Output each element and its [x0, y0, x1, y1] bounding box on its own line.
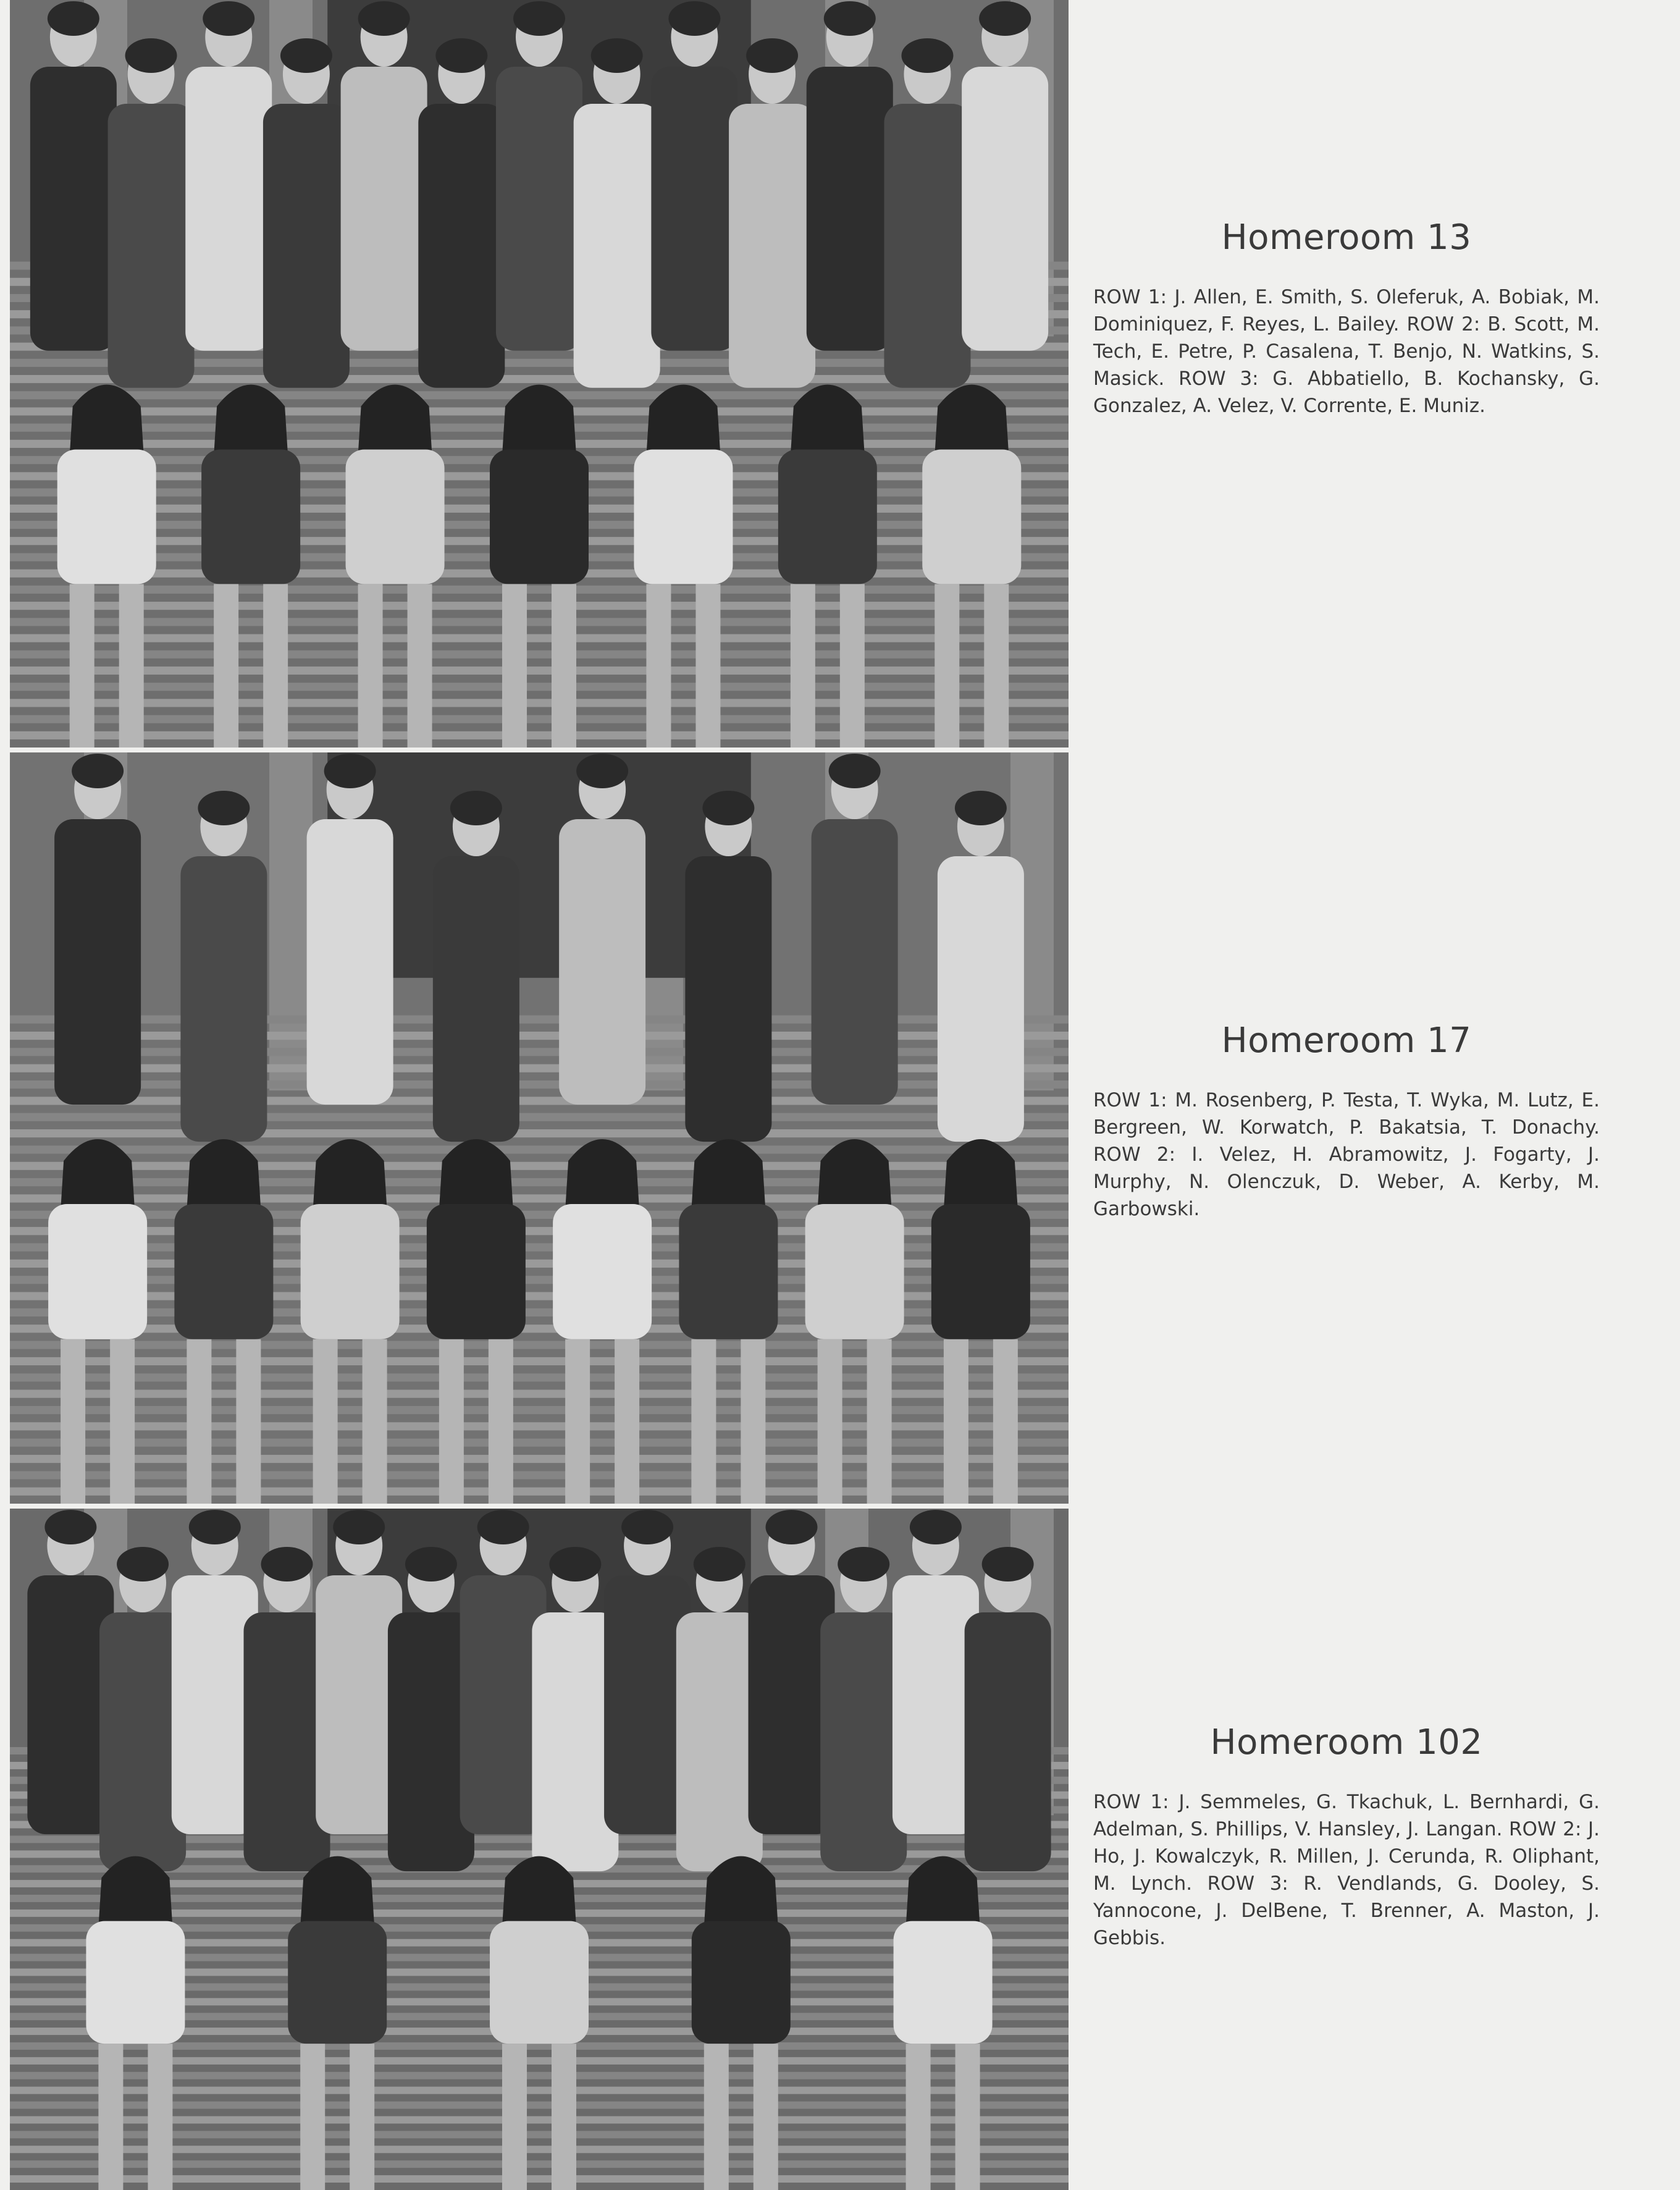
person-hair — [838, 1547, 889, 1581]
person-leg — [704, 2044, 729, 2190]
person-leg — [956, 2044, 980, 2190]
person-leg — [818, 1339, 842, 1504]
homeroom-17-section — [1093, 1021, 1600, 1223]
person-leg — [840, 584, 865, 748]
homeroom-caption: ROW 1: M. Rosenberg, P. Testa, T. Wyka, M. Lutz, E. Bergreen, W. Korwatch, P. Bakatsia, T. Donachy. ROW 2: I. Velez, H. Abramowitz, J. Fogarty, J. Murphy, N. Olenczuk, D. Weber, A. Kerby, M. Garbowski. — [1093, 1089, 1600, 1220]
person-leg — [187, 1339, 211, 1504]
person-hair — [44, 1510, 96, 1544]
stair-step — [10, 1373, 1069, 1381]
person-body — [341, 67, 427, 351]
person-leg — [363, 1339, 387, 1504]
homeroom-caption: ROW 1: J. Allen, E. Smith, S. Oleferuk, A. Bobiak, M. Dominiquez, F. Reyes, L. Bailey. ROW 2: B. Scott, M. Tech, E. Petre, P. Casalena, T. Benjo, N. Watkins, S. Masick. ROW 3: G. Abbatiello, B. Kochansky, G. Gonzalez, A. Velez, V. Corrente, E. Muniz. — [1093, 286, 1600, 417]
person-body — [30, 67, 117, 351]
person-leg — [119, 584, 144, 748]
homeroom-title: Homeroom 17 — [1221, 1021, 1472, 1061]
person-leg — [867, 1339, 892, 1504]
group-photo-2-canvas — [10, 752, 1069, 1504]
person-body — [57, 450, 156, 584]
person-leg — [502, 2044, 527, 2190]
stair-step — [10, 1048, 1069, 1056]
stair-step — [10, 1455, 1069, 1463]
homeroom-13-section — [1093, 217, 1600, 419]
person-body — [553, 1204, 652, 1339]
person-hair — [48, 1, 99, 36]
person-hair — [72, 754, 124, 788]
person-leg — [993, 1339, 1018, 1504]
stair-step — [10, 1471, 1069, 1479]
person-leg — [300, 2044, 325, 2190]
person-leg — [754, 2044, 778, 2190]
person-leg — [263, 584, 288, 748]
person-body — [54, 819, 141, 1105]
person-leg — [615, 1339, 639, 1504]
stair-step — [10, 618, 1069, 626]
person-leg — [944, 1339, 968, 1504]
person-leg — [934, 584, 959, 748]
stair-step — [10, 1276, 1069, 1284]
person-leg — [214, 584, 238, 748]
person-hair — [358, 1, 410, 36]
person-leg — [646, 584, 671, 748]
person-body — [346, 450, 445, 584]
stair-step — [10, 651, 1069, 659]
person-body — [729, 104, 815, 388]
stair-step — [10, 1211, 1069, 1219]
person-body — [559, 819, 645, 1105]
stair-step — [10, 1145, 1069, 1153]
person-body — [108, 104, 195, 388]
stair-step — [10, 1308, 1069, 1316]
person-hair — [591, 38, 643, 73]
person-hair — [982, 1547, 1034, 1581]
person-leg — [313, 1339, 338, 1504]
stair-step — [10, 1194, 1069, 1202]
person-hair — [450, 791, 502, 825]
person-body — [301, 1204, 400, 1339]
person-hair — [702, 791, 754, 825]
person-hair — [746, 38, 798, 73]
person-hair — [910, 1510, 962, 1544]
stair-step — [10, 602, 1069, 610]
person-body — [805, 1204, 904, 1339]
person-hair — [513, 1, 565, 36]
person-leg — [148, 2044, 172, 2190]
person-body — [427, 1204, 526, 1339]
homeroom-caption: ROW 1: J. Semmeles, G. Tkachuk, L. Bernhardi, G. Adelman, S. Phillips, V. Hansley, J. Langan. ROW 2: J. Ho, J. Kowalczyk, R. Millen, J. Cerunda, R. Oliphant, M. Lynch. ROW 3: R. Vendlands, G. Dooley, S. Yannocone, J. DelBene, T. Brenner, A. Maston, J. Gebbis. — [1093, 1791, 1600, 1949]
person-leg — [358, 584, 383, 748]
stair-step — [10, 634, 1069, 642]
person-body — [651, 67, 737, 351]
person-hair — [824, 1, 876, 36]
person-leg — [98, 2044, 123, 2190]
person-hair — [979, 1, 1031, 36]
stair-step — [10, 1080, 1069, 1089]
stair-step — [10, 1422, 1069, 1430]
stair-step — [10, 1097, 1069, 1105]
stair-step — [10, 1113, 1069, 1121]
stair-step — [10, 683, 1069, 691]
person-body — [307, 819, 393, 1105]
person-body — [496, 67, 582, 351]
person-hair — [955, 791, 1007, 825]
stair-step — [10, 1341, 1069, 1349]
person-hair — [435, 38, 487, 73]
person-leg — [439, 1339, 464, 1504]
person-body — [894, 1921, 993, 2044]
stair-step — [10, 667, 1069, 675]
person-body — [263, 104, 350, 388]
person-body — [185, 67, 272, 351]
stair-step — [10, 1243, 1069, 1251]
stair-step — [10, 1260, 1069, 1268]
person-hair — [549, 1547, 601, 1581]
person-leg — [502, 584, 527, 748]
person-body — [685, 856, 771, 1142]
person-leg — [691, 1339, 716, 1504]
stair-step — [10, 1325, 1069, 1333]
stair-step — [10, 586, 1069, 594]
person-hair — [117, 1547, 169, 1581]
stair-step — [10, 1390, 1069, 1398]
stair-step — [10, 1357, 1069, 1365]
person-hair — [125, 38, 177, 73]
homeroom-102-section — [1093, 1722, 1600, 1952]
person-hair — [405, 1547, 457, 1581]
person-hair — [198, 791, 250, 825]
stair-step — [10, 1439, 1069, 1447]
person-hair — [477, 1510, 529, 1544]
person-body — [778, 450, 877, 584]
stair-step — [10, 1032, 1069, 1040]
person-leg — [489, 1339, 513, 1504]
person-leg — [906, 2044, 931, 2190]
person-body — [490, 450, 589, 584]
person-body — [634, 450, 733, 584]
person-body — [807, 67, 893, 351]
group-photo-homeroom-102 — [10, 1509, 1069, 2190]
person-leg — [552, 584, 576, 748]
person-hair — [668, 1, 720, 36]
stair-step — [10, 1178, 1069, 1186]
stair-step — [10, 715, 1069, 723]
person-body — [938, 856, 1024, 1142]
stair-step — [10, 1162, 1069, 1170]
person-body — [931, 1204, 1030, 1339]
person-body — [288, 1921, 387, 2044]
stair-step — [10, 1129, 1069, 1137]
stair-step — [10, 1292, 1069, 1300]
person-leg — [695, 584, 720, 748]
person-body — [884, 104, 970, 388]
person-hair — [829, 754, 881, 788]
person-body — [180, 856, 267, 1142]
person-hair — [280, 38, 332, 73]
person-hair — [694, 1547, 746, 1581]
stair-step — [10, 1227, 1069, 1235]
person-body — [201, 450, 300, 584]
person-body — [679, 1204, 778, 1339]
person-body — [490, 1921, 589, 2044]
person-body — [965, 1612, 1051, 1871]
person-hair — [333, 1510, 385, 1544]
person-leg — [741, 1339, 765, 1504]
person-body — [962, 67, 1048, 351]
person-hair — [261, 1547, 313, 1581]
person-body — [418, 104, 505, 388]
homeroom-title: Homeroom 13 — [1221, 217, 1472, 258]
person-leg — [350, 2044, 374, 2190]
person-hair — [203, 1, 254, 36]
group-photo-homeroom-13 — [10, 0, 1069, 748]
person-body — [433, 856, 519, 1142]
stair-step — [10, 699, 1069, 707]
person-hair — [189, 1510, 241, 1544]
person-body — [692, 1921, 791, 2044]
person-leg — [791, 584, 815, 748]
stair-step — [10, 1488, 1069, 1496]
person-hair — [901, 38, 953, 73]
person-body — [812, 819, 898, 1105]
homeroom-title: Homeroom 102 — [1210, 1722, 1483, 1763]
stair-step — [10, 731, 1069, 739]
person-leg — [565, 1339, 590, 1504]
person-leg — [408, 584, 432, 748]
person-body — [48, 1204, 147, 1339]
stair-step — [10, 1406, 1069, 1414]
stair-step — [10, 1064, 1069, 1072]
person-leg — [61, 1339, 85, 1504]
group-photo-1-canvas — [10, 0, 1069, 748]
person-hair — [766, 1510, 818, 1544]
person-leg — [236, 1339, 261, 1504]
person-hair — [621, 1510, 673, 1544]
group-photo-homeroom-17 — [10, 752, 1069, 1504]
person-leg — [70, 584, 94, 748]
person-body — [922, 450, 1021, 584]
person-body — [174, 1204, 273, 1339]
person-leg — [984, 584, 1009, 748]
group-photo-3-canvas — [10, 1509, 1069, 2190]
person-leg — [110, 1339, 135, 1504]
stair-step — [10, 1016, 1069, 1024]
person-body — [86, 1921, 185, 2044]
person-body — [574, 104, 660, 388]
person-hair — [324, 754, 376, 788]
person-hair — [576, 754, 628, 788]
person-leg — [552, 2044, 576, 2190]
